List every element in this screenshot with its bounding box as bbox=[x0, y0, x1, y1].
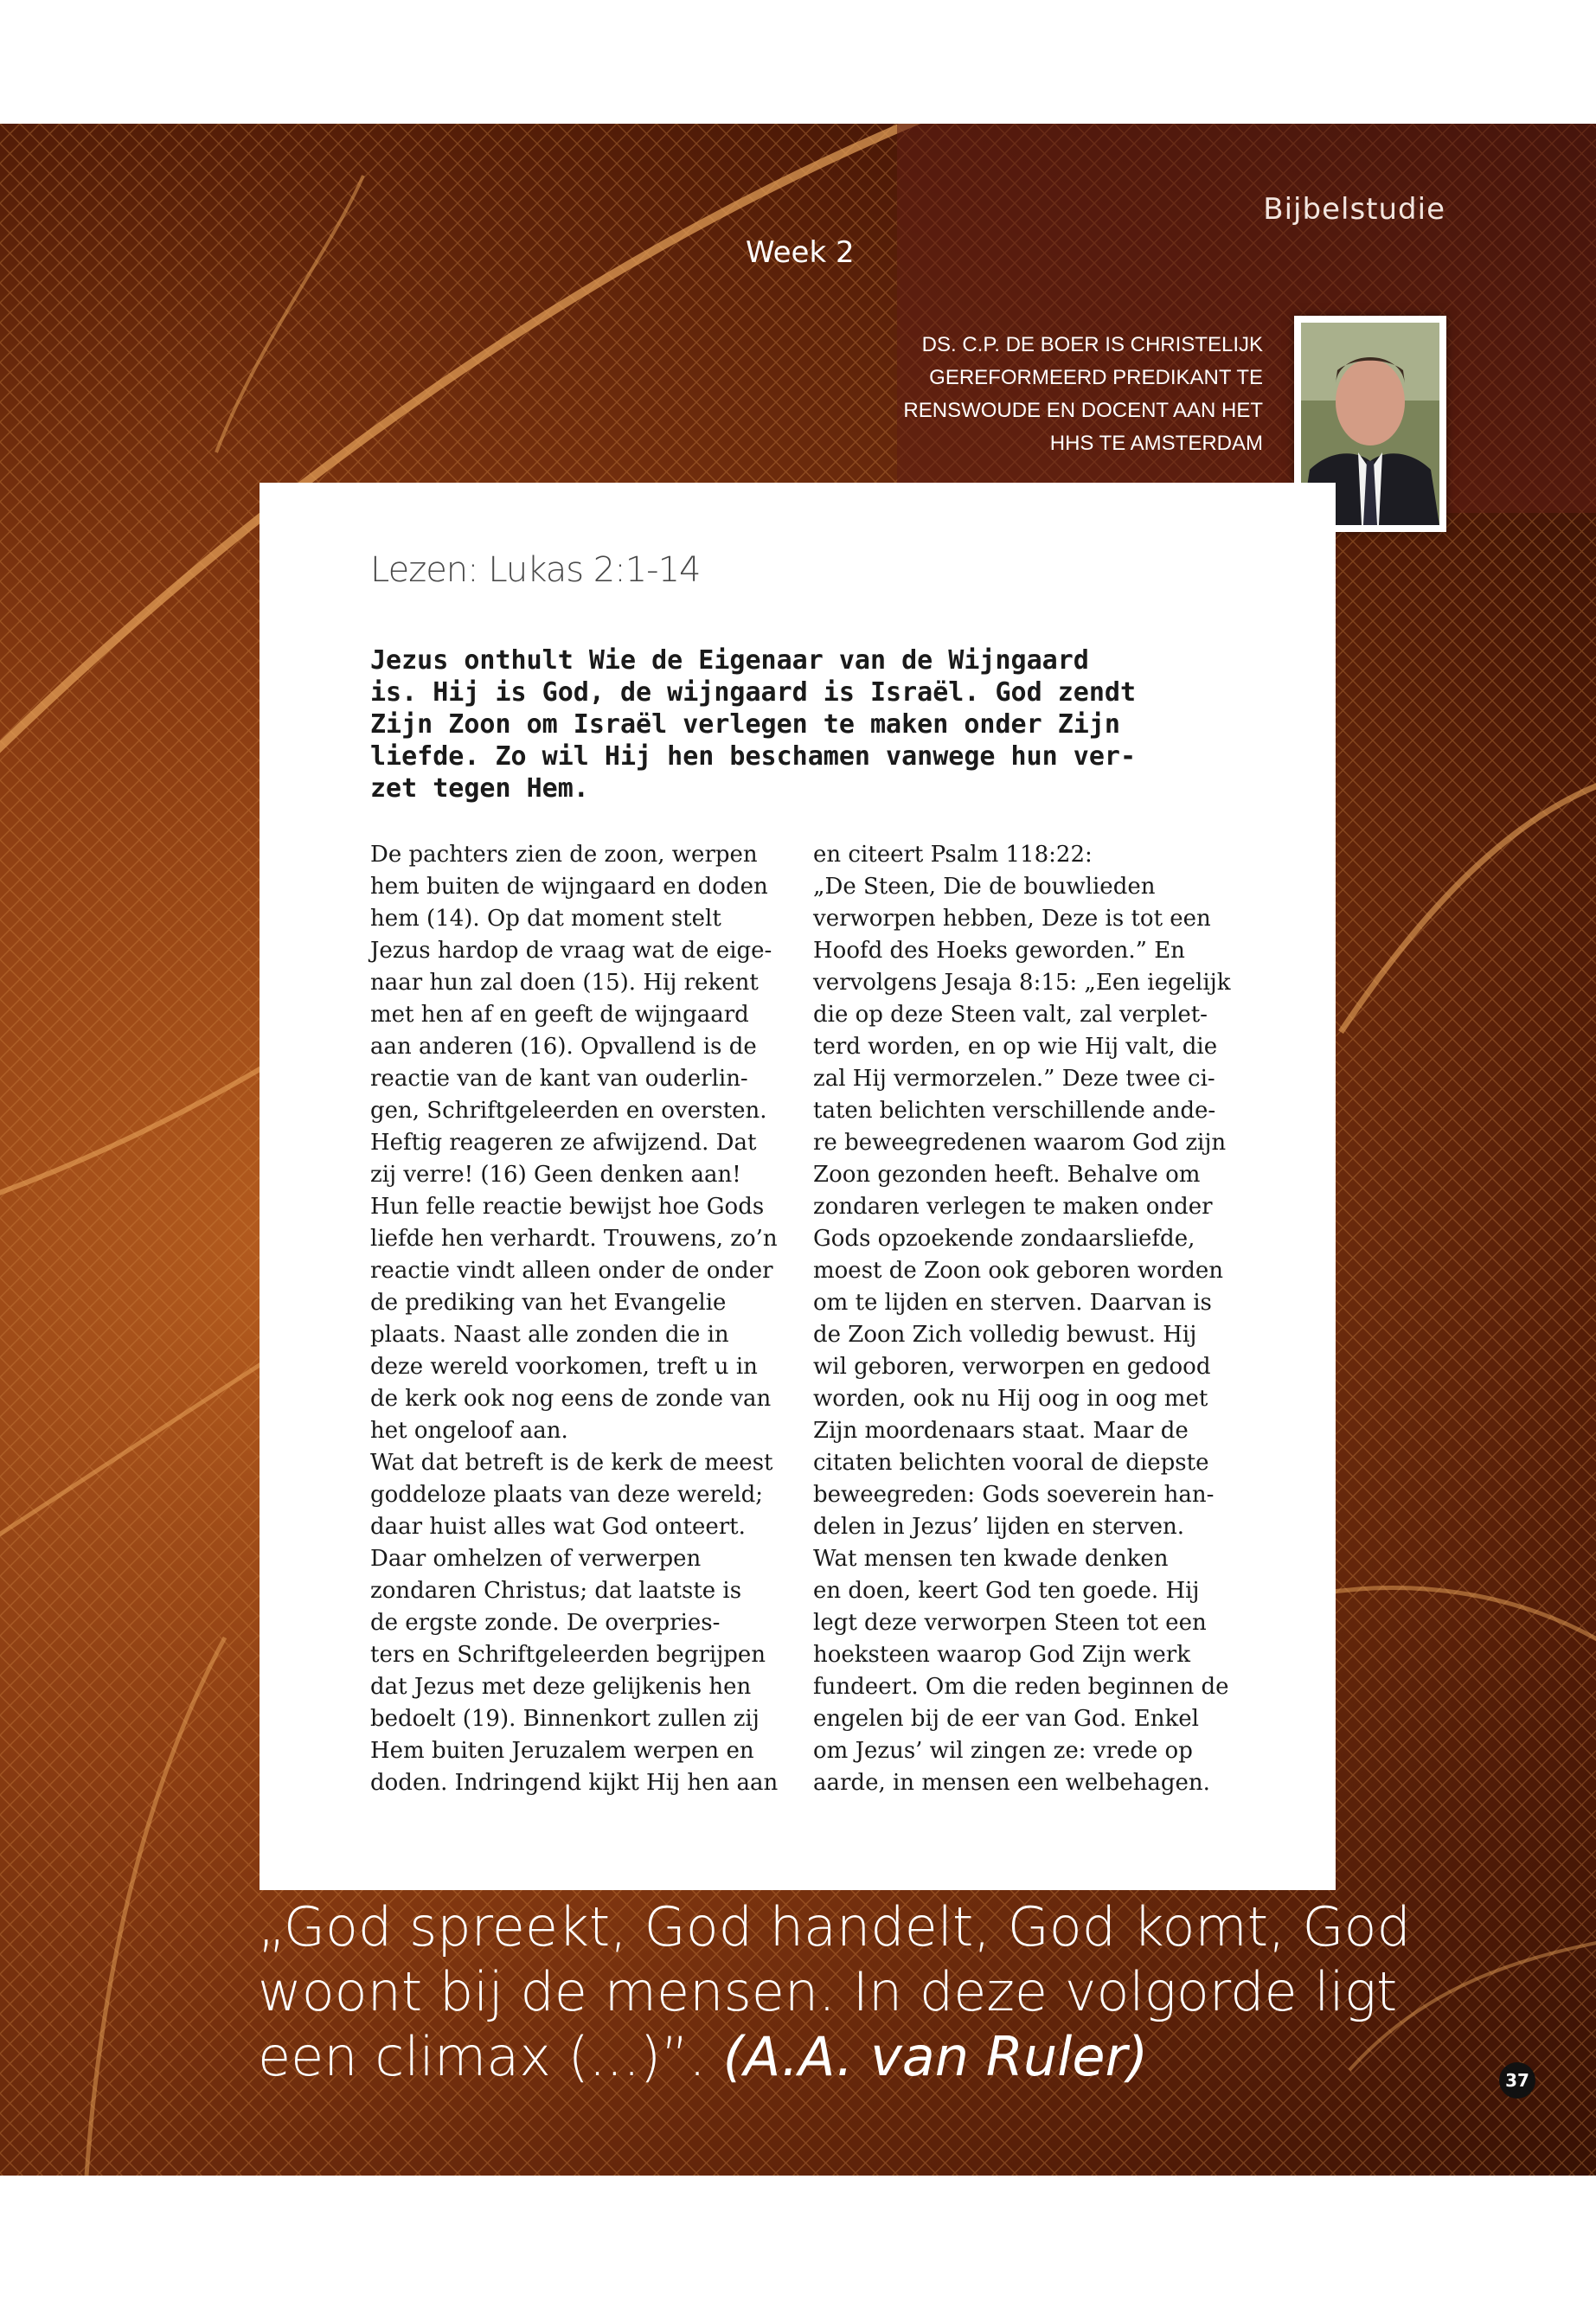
article-column-right: en citeert Psalm 118:22: „De Steen, Die de bouwlieden verworpen hebben, Deze is tot een Hoofd des Hoeks geworden.” En vervolgens Jesaja 8:15: „Een iegelijk die op deze Steen valt, zal verplet- terd worden, en op wie Hij valt, die zal Hij vermorzelen.” Deze twee ci- taten belichten verschillende ande- re beweegredenen waarom God zijn Zoon gezonden heeft. Behalve om zondaren verlegen te maken onder Gods opzoekende zondaarsliefde, moest de Zoon ook geboren worden om te lijden en sterven. Daarvan is de Zoon Zich volledig bewust. Hij wil geboren, verworpen en gedood worden, ook nu Hij oog in oog met Zijn moordenaars staat. Maar de citaten belichten vooral de diepste beweegreden: Gods soeverein han- delen in Jezus’ lijden en sterven. Wat mensen ten kwade denken en doen, keert God ten goede. Hij legt deze verworpen Steen tot een hoeksteen waarop God Zijn werk fundeert. Om die reden beginnen de engelen bij de eer van God. Enkel om Jezus’ wil zingen ze: vrede op aarde, in mensen een welbehagen. bbox=[813, 842, 1231, 1796]
article-intro: Jezus onthult Wie de Eigenaar van de Wijngaard is. Hij is God, de wijngaard is Israël. God zendt Zijn Zoon om Israël verlegen te maken onder Zijn liefde. Zo wil Hij hen beschamen vanwege hun ver- zet tegen Hem. bbox=[370, 645, 1137, 804]
author-bio: DS. C.P. DE BOER IS CHRISTELIJK GEREFORMEERD PREDIKANT TE RENSWOUDE EN DOCENT AAN HET HHS TE AMSTERDAM bbox=[903, 333, 1263, 455]
section-title: Bijbelstudie bbox=[1263, 192, 1445, 227]
article-column-left: De pachters zien de zoon, werpen hem buiten de wijngaard en doden hem (14). Op dat moment stelt Jezus hardop de vraag wat de eige- naar hun zal doen (15). Hij rekent met hen af en geeft de wijngaard aan anderen (16). Opvallend is de reactie van de kant van ouderlin- gen, Schriftgeleerden en oversten. Heftig reageren ze afwijzend. Dat zij verre! (16) Geen denken aan! Hun felle reactie bewijst hoe Gods liefde hen verhardt. Trouwens, zo’n reactie vindt alleen onder de onder de prediking van het Evangelie plaats. Naast alle zonden die in deze wereld voorkomen, treft u in de kerk ook nog eens de zonde van het ongeloof aan. Wat dat betreft is de kerk de meest goddeloze plaats van deze wereld; daar huist alles wat God onteert. Daar omhelzen of verwerpen zondaren Christus; dat laatste is de ergste zonde. De overpries- ters en Schriftgeleerden begrijpen dat Jezus met deze gelijkenis hen bedoelt (19). Binnenkort zullen zij Hem buiten Jeruzalem werpen en doden. Indringend kijkt Hij hen aan bbox=[370, 842, 779, 1796]
pull-quote bbox=[258, 1894, 1411, 2089]
week-label: Week 2 bbox=[746, 235, 855, 270]
pull-quote-attribution: (A.A. van Ruler) bbox=[722, 2025, 1149, 2088]
reading-reference: Lezen: Lukas 2:1-14 bbox=[370, 550, 701, 590]
pull-quote-text: „God spreekt, God handelt, God komt, God woont bij de mensen. In deze volgorde ligt een climax (...)”. bbox=[258, 1895, 1411, 2088]
page-number: 37 bbox=[1499, 2062, 1535, 2099]
